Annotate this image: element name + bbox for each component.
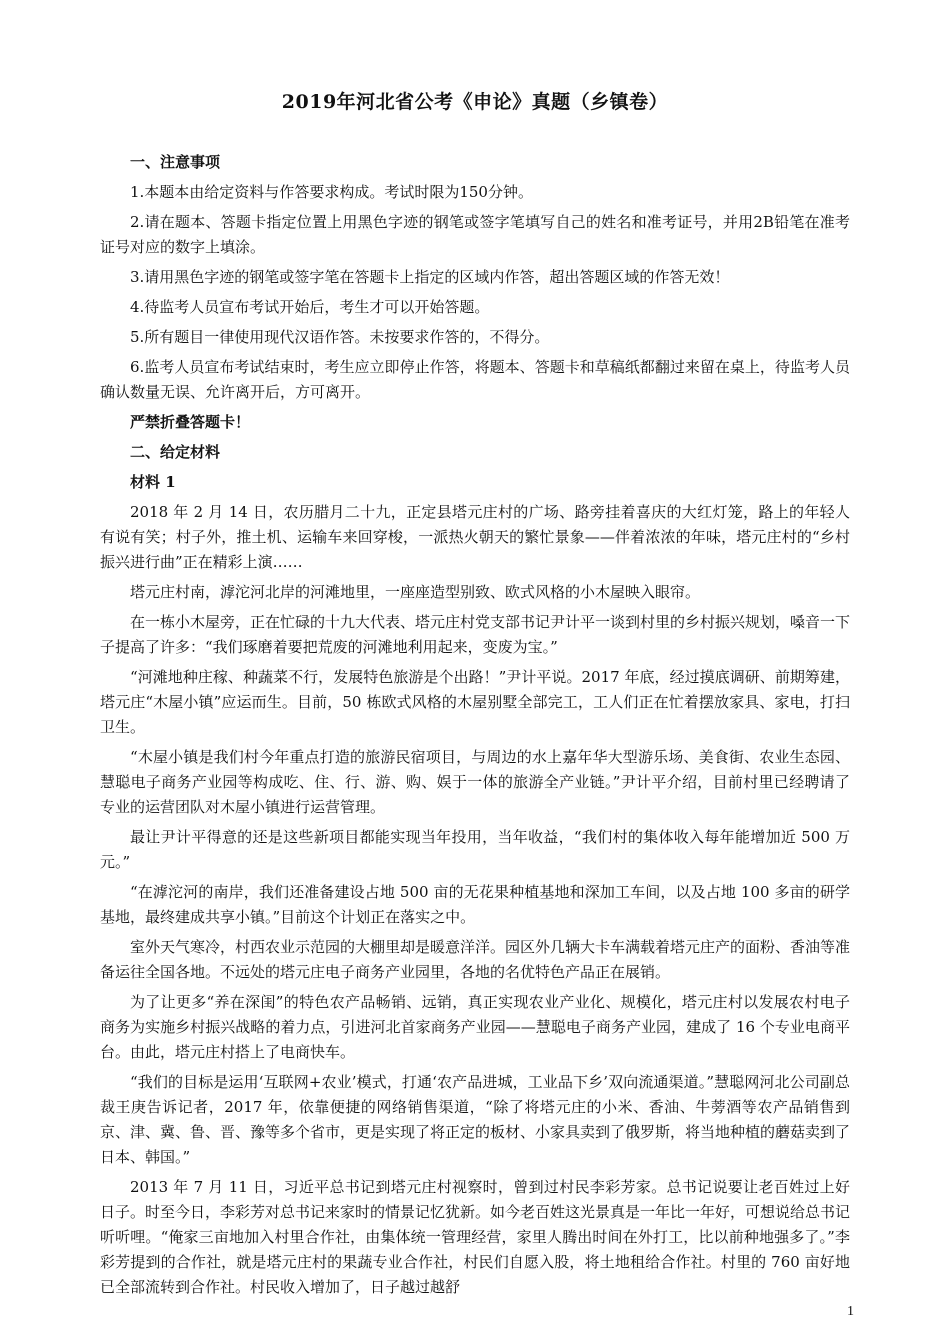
material-paragraph: 2018 年 2 月 14 日，农历腊月二十九，正定县塔元庄村的广场、路旁挂着喜庆的大红灯笼，路上的年轻人有说有笑；村子外，推土机、运输车来回穿梭，一派热火朝天的繁忙景象——伴着浓浓的年味，塔元庄村的“乡村振兴进行曲”正在精彩上演…… — [100, 503, 850, 571]
notice-heading: 一、注意事项 — [130, 153, 221, 171]
document-body — [100, 150, 850, 1305]
material-1-heading: 材料 1 — [130, 473, 176, 491]
notice-item: 1.本题本由给定资料与作答要求构成。考试时限为150分钟。 — [130, 183, 533, 201]
materials-heading: 二、给定材料 — [130, 443, 221, 461]
page-number: 1 — [847, 1304, 854, 1319]
material-paragraph: 为了让更多“养在深闺”的特色农产品畅销、远销，真正实现农业产业化、规模化，塔元庄村以发展农村电子商务为实施乡村振兴战略的着力点，引进河北首家商务产业园——慧聪电子商务产业园，建成了 16 个专业电商平台。由此，塔元庄村搭上了电商快车。 — [100, 993, 850, 1061]
notice-item: 5.所有题目一律使用现代汉语作答。未按要求作答的，不得分。 — [130, 328, 550, 346]
material-paragraph: 2013 年 7 月 11 日，习近平总书记到塔元庄村视察时，曾到过村民李彩芳家。总书记说要让老百姓过上好日子。时至今日，李彩芳对总书记来家时的情景记忆犹新。如今老百姓这光景真是一年比一年好，可想说给总书记听听哩。“俺家三亩地加入村里合作社，由集体统一管理经营，家里人腾出时间在外打工，比以前种地强多了。”李彩芳提到的合作社，就是塔元庄村的果蔬专业合作社，村民们自愿入股，将土地租给合作社。村里的 760 亩好地已全部流转到合作社。村民收入增加了，日子越过越舒 — [100, 1178, 851, 1296]
material-paragraph: “我们的目标是运用‘互联网+农业’模式，打通‘农产品进城，工业品下乡’双向流通渠道。”慧聪网河北公司副总裁王庚告诉记者，2017 年，依靠便捷的网络销售渠道，“除了将塔元庄的小米、香油、牛蒡酒等农产品销售到京、津、冀、鲁、晋、豫等多个省市，更是实现了将正定的板材、小家具卖到了俄罗斯，将当地种植的蘑菇卖到了日本、韩国。” — [100, 1073, 851, 1166]
material-paragraph: 在一栋小木屋旁，正在忙碌的十九大代表、塔元庄村党支部书记尹计平一谈到村里的乡村振兴规划，嗓音一下子提高了许多：“我们琢磨着要把荒废的河滩地利用起来，变废为宝。” — [100, 613, 851, 656]
material-paragraph: 最让尹计平得意的还是这些新项目都能实现当年投用，当年收益，“我们村的集体收入每年能增加近 500 万元。” — [100, 828, 850, 871]
notice-item: 3.请用黑色字迹的钢笔或签字笔在答题卡上指定的区域内作答，超出答题区域的作答无效！ — [130, 268, 730, 286]
material-paragraph: 塔元庄村南，滹沱河北岸的河滩地里，一座座造型别致、欧式风格的小木屋映入眼帘。 — [130, 583, 701, 601]
document-title: 2019年河北省公考《申论》真题（乡镇卷） — [281, 91, 669, 113]
material-paragraph: “木屋小镇是我们村今年重点打造的旅游民宿项目，与周边的水上嘉年华大型游乐场、美食街、农业生态园、慧聪电子商务产业园等构成吃、住、行、游、购、娱于一体的旅游全产业链。”尹计平介绍，目前村里已经聘请了专业的运营团队对木屋小镇进行运营管理。 — [100, 748, 850, 816]
notice-item: 2.请在题本、答题卡指定位置上用黑色字迹的钢笔或签字笔填写自己的姓名和准考证号，并用2B铅笔在准考证号对应的数字上填涂。 — [100, 213, 850, 256]
material-paragraph: 室外天气寒冷，村西农业示范园的大棚里却是暖意洋洋。园区外几辆大卡车满载着塔元庄产的面粉、香油等准备运往全国各地。不远处的塔元庄电子商务产业园里，各地的名优特色产品正在展销。 — [100, 938, 851, 981]
warning-text: 严禁折叠答题卡！ — [130, 413, 251, 431]
notice-item: 4.待监考人员宣布考试开始后，考生才可以开始答题。 — [130, 298, 490, 316]
material-paragraph: “河滩地种庄稼、种蔬菜不行，发展特色旅游是个出路！”尹计平说。2017 年底，经过摸底调研、前期筹建，塔元庄“木屋小镇”应运而生。目前，50 栋欧式风格的木屋别墅全部完工，工人们正在忙着摆放家具、家电，打扫卫生。 — [100, 668, 850, 736]
material-paragraph: “在滹沱河的南岸，我们还准备建设占地 500 亩的无花果种植基地和深加工车间，以及占地 100 多亩的研学基地，最终建成共享小镇。”目前这个计划正在落实之中。 — [100, 883, 850, 926]
notice-item: 6.监考人员宣布考试结束时，考生应立即停止作答，将题本、答题卡和草稿纸都翻过来留在桌上，待监考人员确认数量无误、允许离开后，方可离开。 — [100, 358, 850, 401]
